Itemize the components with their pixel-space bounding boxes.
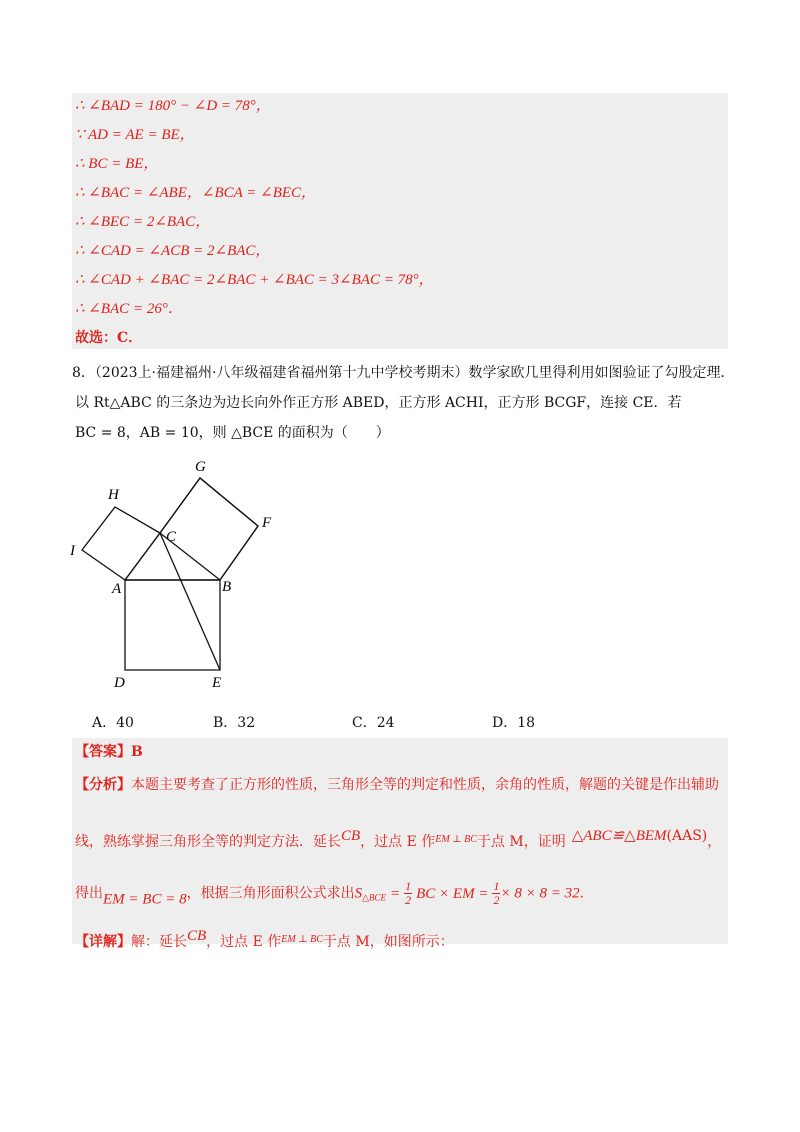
analysis-text-3b: ，根据三角形面积公式求出 [186,885,355,902]
analysis-tail: × 8 × 8 = 32 [500,885,580,902]
frac-den-1: 2 [405,893,412,907]
analysis-text-2a: 线，熟练掌握三角形全等的判定方法．延长 [75,834,341,850]
option-b-value: 32 [237,715,256,731]
option-d-value: 18 [517,715,536,731]
analysis-fraction-1 [404,880,412,907]
solution-line-2: ∵ AD = AE = BE， [75,127,195,143]
option-a-value: 40 [116,715,134,731]
segment-ce [160,533,220,670]
choice-line: 故选：C． [75,330,143,346]
option-d[interactable] [492,712,535,732]
answer-value: B [131,744,143,760]
analysis-line-2 [75,826,721,852]
solution-line-8: ∴ ∠BAC = 26°． [75,301,183,317]
option-a[interactable] [92,712,134,732]
answer-line [75,742,143,762]
option-c[interactable] [352,712,395,732]
question-number: 8． [72,365,95,381]
analysis-eq-sign: = [390,885,401,902]
analysis-aas: (AAS) [666,828,708,844]
solution-line-6: ∴ ∠CAD = ∠ACB = 2∠BAC， [75,243,271,259]
detail-tag: 【详解】 [75,934,131,950]
question-text-1: 数学家欧几里得利用如图验证了勾股定理． [468,365,735,381]
label-a: A [112,581,122,597]
analysis-s: S [354,885,363,902]
analysis-cb: CB [341,828,361,844]
label-b: B [222,579,232,595]
analysis-mid: BC × EM = [416,885,489,902]
detail-cb: CB [187,928,207,944]
frac-den-2: 2 [493,893,500,907]
detail-line [75,926,454,952]
option-c-letter: C． [352,715,377,731]
analysis-text-2b: ，过点 E 作 [360,834,436,850]
analysis-text-2end: ， [707,834,722,850]
frac-num-2: 1 [493,879,500,893]
detail-text-c: 于点 M，如图所示： [322,934,454,950]
label-h: H [108,487,119,503]
label-d: D [114,675,125,691]
detail-text-a: 解：延长 [131,934,187,950]
answer-tag: 【答案】 [75,744,131,760]
detail-text-b: ，过点 E 作 [206,934,282,950]
analysis-perp: EM ⊥ BC [435,834,477,845]
pythagoras-figure [60,455,320,695]
frac-num-1: 1 [405,879,412,893]
square-bcgf-and-triangle [125,478,258,580]
analysis-text-2c: 于点 M，证明 [476,834,566,850]
label-c: C [166,529,177,545]
label-f: F [262,515,272,531]
label-e: E [212,675,222,691]
question-line-1 [72,363,734,383]
option-b[interactable] [213,712,255,732]
question-line-3: BC = 8，AB = 10，则 △BCE 的面积为（ ） [75,425,390,441]
analysis-line-3 [75,880,594,910]
analysis-text-1: 本题主要考查了正方形的性质，三角形全等的判定和性质，余角的性质，解题的关键是作出辅助 [131,777,719,793]
analysis-congruence: △ABC≌△BEM [571,828,667,844]
square-achi [82,507,160,580]
analysis-tag: 【分析】 [75,777,131,793]
option-c-value: 24 [376,715,395,731]
label-g: G [195,459,206,475]
analysis-text-3a: 得出 [75,885,103,902]
analysis-s-sub: △BCE [362,892,386,903]
analysis-text-3end: ． [579,885,594,902]
analysis-line-1 [75,775,719,795]
solution-line-3: ∴ BC = BE， [75,156,159,172]
solution-line-5: ∴ ∠BEC = 2∠BAC， [75,214,211,230]
square-abed [125,580,220,670]
solution-line-7: ∴ ∠CAD + ∠BAC = 2∠BAC + ∠BAC = 3∠BAC = 78°， [75,272,434,288]
question-source: （2023上·福建福州·八年级福建省福州第十九中学校考期末） [94,365,469,381]
solution-line-4: ∴ ∠BAC = ∠ABE，∠BCA = ∠BEC， [75,185,317,201]
option-d-letter: D． [492,715,518,731]
option-a-letter: A． [92,715,117,731]
solution-line-1: ∴ ∠BAD = 180° − ∠D = 78°， [75,98,271,114]
analysis-em-eq: EM = BC = 8 [103,891,187,908]
label-i: I [70,543,75,559]
question-line-2: 以 Rt△ABC 的三条边为边长向外作正方形 ABED，正方形 ACHI，正方形 BCGF，连接 CE．若 [75,395,682,411]
detail-perp: EM ⊥ BC [281,934,323,945]
option-b-letter: B． [213,715,238,731]
